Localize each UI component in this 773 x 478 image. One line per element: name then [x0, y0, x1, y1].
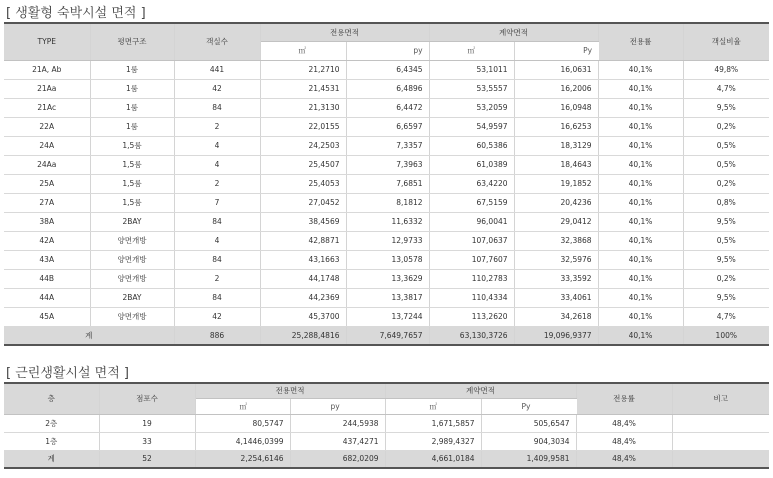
total-cell: 25,288,4816 [260, 326, 346, 345]
table-cell: 1,5룸 [90, 136, 174, 155]
col-type: TYPE [4, 23, 90, 60]
table-cell: 양면개방 [90, 231, 174, 250]
table-cell: 40,1% [598, 250, 683, 269]
col-exclusive-area: 전용면적 [260, 23, 429, 41]
table-cell: 40,1% [598, 307, 683, 326]
table-cell: 0,8% [683, 193, 769, 212]
table-row [4, 231, 769, 250]
col-floor: 층 [4, 383, 99, 414]
table-cell: 27,0452 [260, 193, 346, 212]
section1-title: [ 생활형 숙박시설 면적 ] [6, 6, 146, 21]
total-label: 계 [4, 326, 174, 345]
table-cell: 40,1% [598, 136, 683, 155]
unit-py: py [290, 398, 385, 414]
table-cell: 40,1% [598, 98, 683, 117]
table-cell: 441 [174, 60, 260, 79]
table-cell: 84 [174, 288, 260, 307]
table-cell: 18,3129 [514, 136, 598, 155]
table-cell: 113,2620 [429, 307, 514, 326]
table-cell: 107,7607 [429, 250, 514, 269]
table-row [4, 174, 769, 193]
total-cell: 19,096,9377 [514, 326, 598, 345]
table-cell: 40,1% [598, 231, 683, 250]
table-cell: 110,4334 [429, 288, 514, 307]
table-cell: 42 [174, 307, 260, 326]
table-row [4, 432, 769, 450]
table-cell: 13,0578 [346, 250, 429, 269]
table-cell: 107,0637 [429, 231, 514, 250]
table-cell: 양면개방 [90, 250, 174, 269]
total-cell: 40,1% [598, 326, 683, 345]
total-cell: 100% [683, 326, 769, 345]
table-row [4, 60, 769, 79]
table-cell: 1,5룸 [90, 155, 174, 174]
table-cell: 54,9597 [429, 117, 514, 136]
table-cell: 27A [4, 193, 90, 212]
total-cell: 63,130,3726 [429, 326, 514, 345]
table-cell: 1룸 [90, 79, 174, 98]
table-cell: 0,2% [683, 117, 769, 136]
table-cell: 7 [174, 193, 260, 212]
table-cell: 49,8% [683, 60, 769, 79]
unit-m2: ㎡ [385, 398, 481, 414]
table-cell: 0,2% [683, 269, 769, 288]
table-row [4, 250, 769, 269]
table-cell: 44A [4, 288, 90, 307]
table-cell: 45,3700 [260, 307, 346, 326]
table-cell: 53,5557 [429, 79, 514, 98]
table-cell: 4,7% [683, 79, 769, 98]
table-cell: 43,1663 [260, 250, 346, 269]
table-cell: 21Ac [4, 98, 90, 117]
table-cell: 6,6597 [346, 117, 429, 136]
total-cell: 1,409,9581 [481, 450, 576, 468]
table-cell: 16,0948 [514, 98, 598, 117]
table-cell: 7,3963 [346, 155, 429, 174]
table-cell: 67,5159 [429, 193, 514, 212]
table-cell: 19,1852 [514, 174, 598, 193]
table-row [4, 117, 769, 136]
table-cell: 42,8871 [260, 231, 346, 250]
table-cell: 1룸 [90, 60, 174, 79]
total-row [4, 326, 769, 345]
table-cell: 1,5룸 [90, 174, 174, 193]
table-cell: 0,5% [683, 155, 769, 174]
total-cell: 52 [99, 450, 195, 468]
table-cell: 38,4569 [260, 212, 346, 231]
unit-m2: ㎡ [195, 398, 290, 414]
table-cell: 24A [4, 136, 90, 155]
table-cell: 33,4061 [514, 288, 598, 307]
unit-py: Py [481, 398, 576, 414]
table-row [4, 212, 769, 231]
table-cell: 21,3130 [260, 98, 346, 117]
total-cell: 682,0209 [290, 450, 385, 468]
table-cell: 33,3592 [514, 269, 598, 288]
table-cell: 44,1748 [260, 269, 346, 288]
table-cell: 40,1% [598, 193, 683, 212]
table-row [4, 288, 769, 307]
total-cell: 886 [174, 326, 260, 345]
table-cell: 9,5% [683, 288, 769, 307]
total-label: 계 [4, 450, 99, 468]
section2-title: [ 근린생활시설 면적 ] [6, 366, 130, 381]
total-cell: 4,661,0184 [385, 450, 481, 468]
table-cell: 4,1446,0399 [195, 432, 290, 450]
table-cell: 42 [174, 79, 260, 98]
table-cell: 1층 [4, 432, 99, 450]
col-note: 비고 [672, 383, 769, 414]
table-cell: 21,2710 [260, 60, 346, 79]
table-cell: 42A [4, 231, 90, 250]
table-cell: 21,4531 [260, 79, 346, 98]
total-cell: 7,649,7657 [346, 326, 429, 345]
table-cell: 43A [4, 250, 90, 269]
table-cell: 84 [174, 250, 260, 269]
table-row [4, 136, 769, 155]
table-cell [672, 432, 769, 450]
table-cell: 2 [174, 174, 260, 193]
table-cell: 4 [174, 231, 260, 250]
table-row [4, 193, 769, 212]
col-ratio: 전용률 [576, 383, 672, 414]
table-cell: 4,7% [683, 307, 769, 326]
table-cell: 40,1% [598, 212, 683, 231]
table-row [4, 79, 769, 98]
neighborhood-area-table [4, 382, 769, 469]
table-cell: 53,1011 [429, 60, 514, 79]
table-cell: 45A [4, 307, 90, 326]
total-cell: 2,254,6146 [195, 450, 290, 468]
table-cell: 34,2618 [514, 307, 598, 326]
table-cell: 22,0155 [260, 117, 346, 136]
unit-py: Py [514, 41, 598, 60]
table-cell: 48,4% [576, 414, 672, 432]
table-cell: 양면개방 [90, 269, 174, 288]
table-cell: 63,4220 [429, 174, 514, 193]
table-cell: 16,6253 [514, 117, 598, 136]
total-row [4, 450, 769, 468]
table-cell: 96,0041 [429, 212, 514, 231]
table-cell: 2,989,4327 [385, 432, 481, 450]
table-cell: 40,1% [598, 79, 683, 98]
table-cell: 437,4271 [290, 432, 385, 450]
col-stores: 점포수 [99, 383, 195, 414]
table-cell: 84 [174, 98, 260, 117]
table-cell: 2BAY [90, 288, 174, 307]
table-row [4, 269, 769, 288]
unit-m2: ㎡ [429, 41, 514, 60]
table-cell: 6,4896 [346, 79, 429, 98]
table-cell: 25,4507 [260, 155, 346, 174]
table-cell: 1,671,5857 [385, 414, 481, 432]
table-cell: 1룸 [90, 117, 174, 136]
table-cell: 0,2% [683, 174, 769, 193]
table-cell: 40,1% [598, 288, 683, 307]
col-ratio: 전용률 [598, 23, 683, 60]
table-cell: 양면개방 [90, 307, 174, 326]
table-row [4, 155, 769, 174]
accommodation-area-table [4, 22, 769, 346]
table-cell: 44B [4, 269, 90, 288]
table-cell: 44,2369 [260, 288, 346, 307]
col-rooms: 객실수 [174, 23, 260, 60]
table-cell: 16,0631 [514, 60, 598, 79]
table-cell: 25,4053 [260, 174, 346, 193]
col-room-ratio: 객실비율 [683, 23, 769, 60]
table-cell: 13,7244 [346, 307, 429, 326]
table-cell: 20,4236 [514, 193, 598, 212]
table-cell: 32,5976 [514, 250, 598, 269]
table-cell: 9,5% [683, 212, 769, 231]
table-row [4, 98, 769, 117]
table-cell: 29,0412 [514, 212, 598, 231]
table-cell: 21A, Ab [4, 60, 90, 79]
unit-py: py [346, 41, 429, 60]
table-cell: 6,4345 [346, 60, 429, 79]
table-row [4, 307, 769, 326]
table-cell: 1,5룸 [90, 193, 174, 212]
table-cell: 0,5% [683, 136, 769, 155]
table-cell: 53,2059 [429, 98, 514, 117]
table-cell: 24Aa [4, 155, 90, 174]
table-cell: 13,3629 [346, 269, 429, 288]
table-cell: 904,3034 [481, 432, 576, 450]
table-cell: 6,4472 [346, 98, 429, 117]
table-cell: 2BAY [90, 212, 174, 231]
table-cell: 4 [174, 155, 260, 174]
col-exclusive-area: 전용면적 [195, 383, 385, 398]
total-cell [672, 450, 769, 468]
table-cell: 9,5% [683, 98, 769, 117]
table-cell: 40,1% [598, 269, 683, 288]
table-cell: 84 [174, 212, 260, 231]
table-cell: 21Aa [4, 79, 90, 98]
table-cell: 19 [99, 414, 195, 432]
table-cell: 24,2503 [260, 136, 346, 155]
table-cell: 18,4643 [514, 155, 598, 174]
table-cell: 25A [4, 174, 90, 193]
table-cell [672, 414, 769, 432]
table-cell: 61,0389 [429, 155, 514, 174]
table-cell: 505,6547 [481, 414, 576, 432]
table-cell: 60,5386 [429, 136, 514, 155]
table-cell: 110,2783 [429, 269, 514, 288]
table-cell: 13,3817 [346, 288, 429, 307]
table-cell: 12,9733 [346, 231, 429, 250]
table-cell: 40,1% [598, 117, 683, 136]
table-row [4, 414, 769, 432]
total-cell: 48,4% [576, 450, 672, 468]
table-cell: 0,5% [683, 231, 769, 250]
unit-m2: ㎡ [260, 41, 346, 60]
table-cell: 244,5938 [290, 414, 385, 432]
table-cell: 38A [4, 212, 90, 231]
table-cell: 2층 [4, 414, 99, 432]
table-cell: 80,5747 [195, 414, 290, 432]
table-cell: 33 [99, 432, 195, 450]
table-cell: 16,2006 [514, 79, 598, 98]
table-cell: 40,1% [598, 155, 683, 174]
table-cell: 22A [4, 117, 90, 136]
table-cell: 32,3868 [514, 231, 598, 250]
table-cell: 2 [174, 269, 260, 288]
table-cell: 48,4% [576, 432, 672, 450]
col-contract-area: 계약면적 [429, 23, 598, 41]
table-cell: 7,3357 [346, 136, 429, 155]
table-cell: 2 [174, 117, 260, 136]
table-cell: 9,5% [683, 250, 769, 269]
col-contract-area: 계약면적 [385, 383, 576, 398]
table-cell: 40,1% [598, 60, 683, 79]
table-cell: 7,6851 [346, 174, 429, 193]
table-cell: 11,6332 [346, 212, 429, 231]
table-cell: 4 [174, 136, 260, 155]
table-cell: 8,1812 [346, 193, 429, 212]
table-cell: 40,1% [598, 174, 683, 193]
table-cell: 1룸 [90, 98, 174, 117]
col-plan: 평면구조 [90, 23, 174, 60]
